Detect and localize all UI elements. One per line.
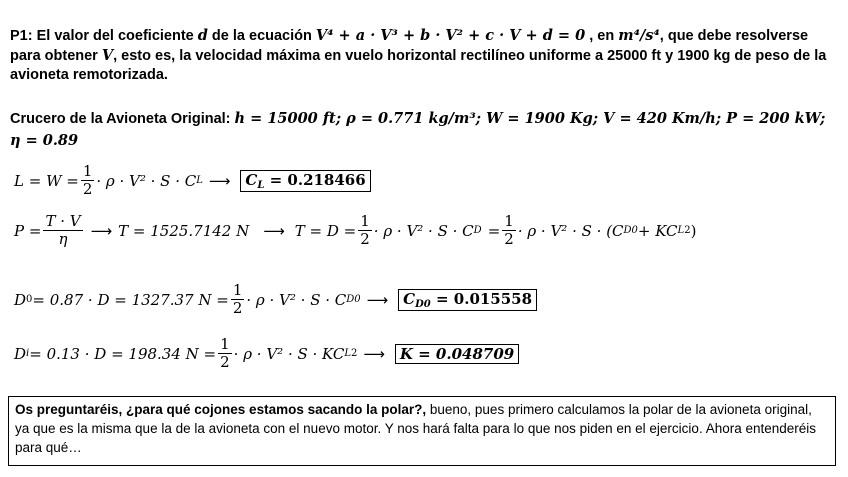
cl-result: $C_L = 0.218466$ bbox=[240, 170, 370, 192]
arrow-icon: ⟶ bbox=[263, 221, 285, 240]
arrow-icon: ⟶ bbox=[363, 344, 385, 363]
eq2-lhs: P = bbox=[14, 221, 42, 240]
eq1-fraction: $\frac{1}{2}$ bbox=[82, 162, 93, 198]
cruise-conditions bbox=[10, 108, 840, 152]
p1-mid3: , que debe resolverse para obtener bbox=[10, 28, 809, 64]
eq2-t-value: T = 1525.7142 N bbox=[118, 221, 250, 240]
p1-equation: V⁴ + a · V³ + b · V² + c · V + d = 0 bbox=[315, 27, 586, 44]
note-text: bueno, pues primero calculamos la polar de la avioneta original, ya que es la misma que la de la avioneta con el nuevo motor. Y nos hará falta para lo que nos piden en el ejercicio. Ahora entenderéis para qué… bbox=[15, 402, 817, 455]
arrow-icon: ⟶ bbox=[208, 171, 231, 190]
arrow-icon: ⟶ bbox=[90, 221, 113, 240]
note-box bbox=[8, 396, 836, 466]
cruise-params: h = 15000 ft; ρ = 0.771 kg/m³; W = 1900 Kg; V = 420 Km/h; P = 200 kW; η = 0.89 bbox=[10, 110, 826, 149]
eq1-rhs: · ρ · V² · S · C bbox=[96, 171, 197, 190]
p1-tail: , esto es, la velocidad máxima en vuelo horizontal rectilíneo uniforme a 25000 ft y 1900 kg de peso de la avioneta remotorizada. bbox=[10, 48, 827, 83]
lift-equation: L = W = $\frac{1}{2}$ · ρ · V² · S · C L ⟶ $C_L = 0.218466$ bbox=[14, 163, 371, 198]
p1-var-v: V bbox=[101, 47, 114, 64]
parasite-drag-equation: D 0 = 0.87 · D = 1327.37 N = $\frac{1}{2}$ · ρ · V² · S · C D0 ⟶ $C_{D0} = 0.015558$ bbox=[14, 282, 537, 317]
p1-mid1: de la ecuación bbox=[207, 28, 316, 44]
p1-var-d: d bbox=[197, 27, 208, 44]
cruise-lead: Crucero de la Avioneta Original: bbox=[10, 111, 235, 127]
problem-statement bbox=[10, 26, 840, 85]
arrow-icon: ⟶ bbox=[366, 290, 389, 309]
p1-lead: P1: El valor del coeficiente bbox=[10, 28, 198, 44]
eq1-lhs: L = W = bbox=[14, 171, 79, 190]
p1-mid2: , en bbox=[585, 28, 619, 44]
note-bold: Os preguntaréis, ¿para qué cojones estamos sacando la polar?, bbox=[15, 402, 427, 417]
induced-drag-equation: D i = 0.13 · D = 198.34 N = $\frac{1}{2}$ · ρ · V² · S · KC L 2 ⟶ K = 0.048709 bbox=[14, 336, 519, 371]
thrust-equation: P = $\frac{T \cdot V}{\eta}$ ⟶ T = 1525.7142 N ⟶ T = D = $\frac{1}{2}$ · ρ · V² · S · C D = $\frac{1}{2}$ · ρ · V² · S · (C D0 + KC L 2 ) bbox=[14, 212, 697, 248]
k-result: K = 0.048709 bbox=[395, 344, 519, 364]
eq2-td: T = D = bbox=[294, 221, 357, 240]
cd0-result: $C_{D0} = 0.015558$ bbox=[398, 289, 537, 311]
p1-unit: m⁴/s⁴ bbox=[618, 27, 660, 44]
eq2-fraction: $\frac{T \cdot V}{\eta}$ bbox=[45, 212, 81, 248]
